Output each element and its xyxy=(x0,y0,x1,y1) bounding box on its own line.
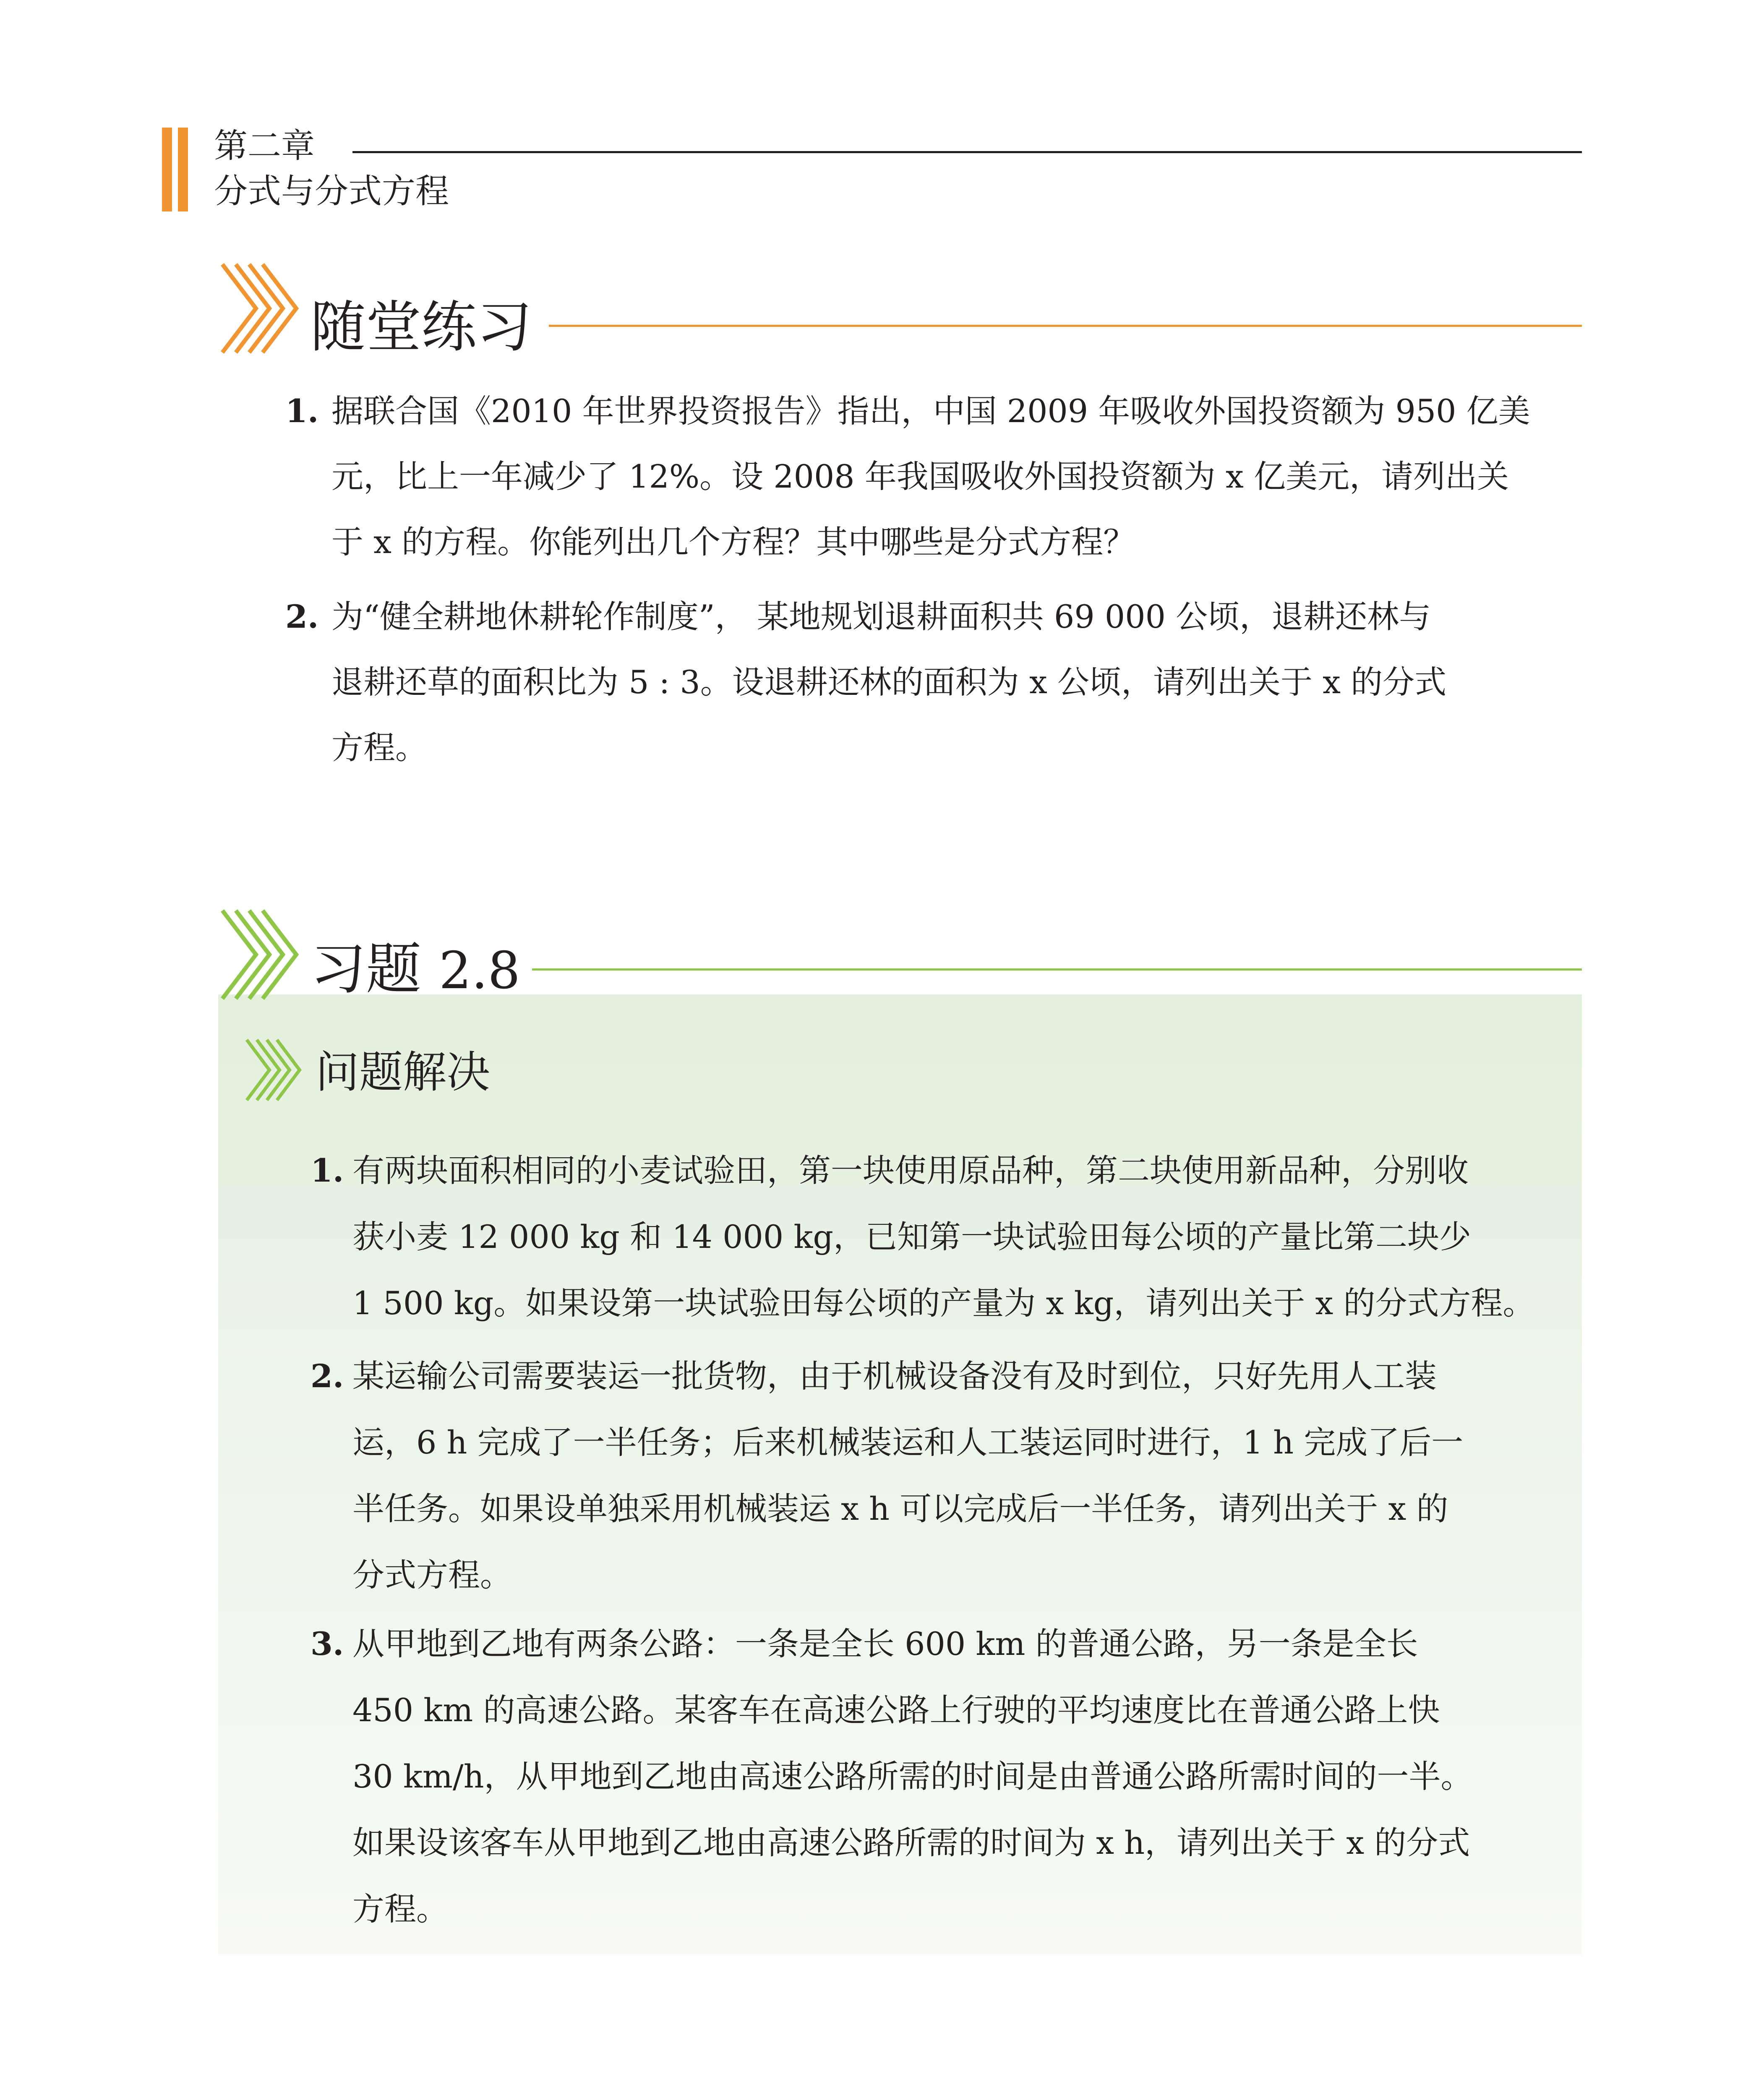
item-number: 3. xyxy=(311,1625,344,1662)
item-line: 分式方程。 xyxy=(352,1556,512,1594)
item-line: 据联合国《2010 年世界投资报告》指出，中国 2009 年吸收外国投资额为 950 亿美 xyxy=(331,392,1530,430)
item-line: 方程。 xyxy=(352,1890,448,1928)
practice-title: 随堂练习 xyxy=(311,295,532,360)
item-line: 如果设该客车从甲地到乙地由高速公路所需的时间为 x h，请列出关于 x 的分式 xyxy=(352,1824,1470,1861)
small-green-chevrons-icon xyxy=(243,1036,306,1104)
exercises-title-number: 2.8 xyxy=(438,941,520,1000)
item-line: 半任务。如果设单独采用机械装运 x h 可以完成后一半任务，请列出关于 x 的 xyxy=(352,1490,1448,1527)
item-number: 2. xyxy=(285,598,319,635)
item-number: 1. xyxy=(285,392,319,430)
item-line: 某运输公司需要装运一批货物，由于机械设备没有及时到位，只好先用人工装 xyxy=(352,1357,1437,1395)
item-line: 从甲地到乙地有两条公路：一条是全长 600 km 的普通公路，另一条是全长 xyxy=(352,1625,1418,1662)
exercises-title-rule xyxy=(532,968,1582,971)
item-number: 1. xyxy=(311,1152,344,1189)
orange-chevrons-icon xyxy=(218,260,306,357)
green-chevrons-icon xyxy=(218,906,306,1003)
chapter-label: 第二章 xyxy=(214,126,315,165)
item-line: 方程。 xyxy=(331,729,427,766)
subsection-title: 问题解决 xyxy=(316,1046,491,1098)
item-line: 元，比上一年减少了 12%。设 2008 年我国吸收外国投资额为 x 亿美元，请列出关 xyxy=(331,458,1509,495)
header-accent-bar xyxy=(178,128,188,211)
item-line: 运，6 h 完成了一半任务；后来机械装运和人工装运同时进行，1 h 完成了后一 xyxy=(352,1424,1464,1461)
item-line: 获小麦 12 000 kg 和 14 000 kg，已知第一块试验田每公顷的产量比第二块少 xyxy=(352,1218,1472,1255)
item-line: 于 x 的方程。你能列出几个方程？其中哪些是分式方程？ xyxy=(331,523,1135,561)
item-line: 450 km 的高速公路。某客车在高速公路上行驶的平均速度比在普通公路上快 xyxy=(352,1691,1440,1729)
exercises-title-text: 习题 xyxy=(311,937,421,1002)
header-rule xyxy=(352,151,1582,153)
item-line: 有两块面积相同的小麦试验田，第一块使用原品种，第二块使用新品种，分别收 xyxy=(352,1152,1469,1189)
item-line: 30 km/h，从甲地到乙地由高速公路所需的时间是由普通公路所需时间的一半。 xyxy=(352,1758,1473,1795)
item-line: 退耕还草的面积比为 5 : 3。设退耕还林的面积为 x 公顷，请列出关于 x 的分式 xyxy=(331,663,1447,701)
item-line: 为“健全耕地休耕轮作制度”， 某地规划退耕面积共 69 000 公顷，退耕还林与 xyxy=(331,598,1431,635)
exercises-title xyxy=(311,938,520,1002)
item-number: 2. xyxy=(311,1357,344,1395)
practice-title-rule xyxy=(549,325,1582,327)
item-line: 1 500 kg。如果设第一块试验田每公顷的产量为 x kg，请列出关于 x 的分式方程。 xyxy=(352,1284,1535,1322)
exercise-box xyxy=(218,994,1582,1955)
chapter-title: 分式与分式方程 xyxy=(214,172,449,211)
header-accent-bar xyxy=(162,128,172,211)
